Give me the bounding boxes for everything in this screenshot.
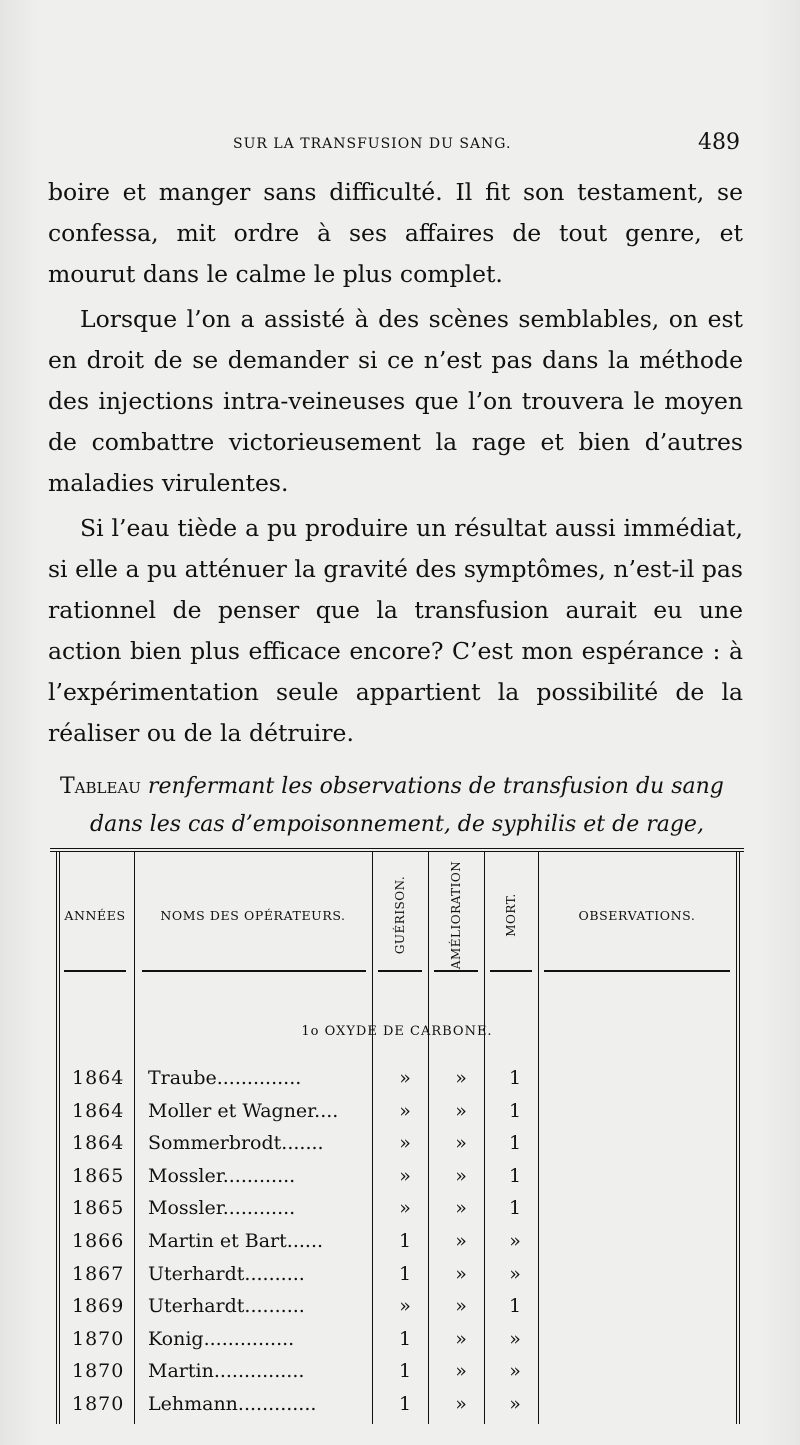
caption-line-2: dans les cas d’empoisonnement, de syphilis et de rage,: [90, 812, 704, 837]
mort-cell: 1: [508, 1164, 522, 1187]
amelioration-cell: »: [455, 1327, 467, 1350]
guerison-cell: 1: [398, 1393, 412, 1415]
table-row: [50, 1192, 744, 1224]
guerison-cell: 1: [398, 1327, 412, 1350]
table-row: [50, 1160, 744, 1192]
operator-name-cell: Moller et Wagner....: [148, 1099, 339, 1122]
table-row: [50, 1290, 744, 1322]
header-observations: OBSERVATIONS.: [578, 907, 696, 923]
mort-cell: »: [509, 1262, 521, 1285]
mort-cell: »: [509, 1230, 521, 1252]
paragraph: Lorsque l’on a assisté à des scènes semblables, on est en droit de se demander si ce n’est pas dans la méthode des injections intra-veineuses que l’on trouvera le moyen de combattre victorieusement la rage et bien d’autres maladies virulentes.: [48, 305, 743, 497]
paragraph: boire et manger sans difficulté. Il fit son testament, se confessa, mit ordre à ses affaires de tout genre, et mourut dans le calme le plus complet.: [48, 178, 743, 288]
table-row: [50, 1095, 744, 1127]
amelioration-cell: »: [455, 1197, 467, 1220]
amelioration-cell: »: [455, 1393, 467, 1415]
amelioration-cell: »: [455, 1164, 467, 1187]
caption-line-1: renfermant les observations de transfusion du sang: [147, 774, 724, 799]
amelioration-cell: »: [455, 1262, 467, 1285]
guerison-cell: 1: [398, 1360, 412, 1383]
header-annees: ANNÉES: [64, 907, 126, 923]
year-cell: 1864: [72, 1099, 125, 1122]
operator-name-cell: Mossler............: [148, 1164, 296, 1187]
table-row: [50, 1323, 744, 1355]
operator-name-cell: Uterhardt..........: [148, 1295, 305, 1318]
table-row: [50, 1388, 744, 1420]
table-row: [50, 1355, 744, 1387]
header-guerison: GUÉRISON.: [393, 875, 407, 955]
header-amelioration: AMÉLIORATION: [449, 860, 464, 970]
table-row: [50, 1258, 744, 1290]
amelioration-cell: »: [455, 1099, 467, 1122]
table-row: [50, 1127, 744, 1159]
year-cell: 1864: [72, 1067, 125, 1089]
year-cell: 1865: [72, 1164, 125, 1187]
header-mort: MORT.: [503, 893, 518, 937]
year-cell: 1867: [72, 1262, 125, 1285]
year-cell: 1870: [72, 1393, 125, 1415]
guerison-cell: 1: [398, 1230, 412, 1252]
year-cell: 1870: [72, 1327, 125, 1350]
year-cell: 1864: [72, 1132, 125, 1155]
guerison-cell: »: [399, 1295, 411, 1318]
year-cell: 1870: [72, 1360, 125, 1383]
operator-name-cell: Mossler............: [148, 1197, 296, 1220]
amelioration-cell: »: [455, 1230, 467, 1252]
header-rule: [490, 970, 532, 972]
operator-name-cell: Martin...............: [148, 1360, 305, 1383]
table-caption: [60, 768, 750, 844]
table-row: [50, 1062, 744, 1094]
mort-cell: 1: [508, 1099, 522, 1122]
guerison-cell: »: [399, 1197, 411, 1220]
running-title: SUR LA TRANSFUSION DU SANG.: [233, 136, 512, 152]
mort-cell: 1: [508, 1132, 522, 1155]
header-rule: [378, 970, 422, 972]
caption-lead: Tableau: [60, 774, 141, 799]
observations-table: [50, 848, 744, 1424]
mort-cell: 1: [508, 1295, 522, 1318]
header-rule: [544, 970, 730, 972]
header-rule: [434, 970, 478, 972]
mort-cell: »: [509, 1327, 521, 1350]
guerison-cell: »: [399, 1132, 411, 1155]
operator-name-cell: Lehmann.............: [148, 1393, 317, 1415]
amelioration-cell: »: [455, 1360, 467, 1383]
section-title: 1o OXYDE DE CARBONE.: [301, 1024, 493, 1039]
operator-name-cell: Traube..............: [148, 1067, 302, 1089]
running-head: [48, 130, 748, 164]
guerison-cell: »: [399, 1067, 411, 1089]
header-noms: NOMS DES OPÉRATEURS.: [160, 907, 346, 923]
header-rule: [64, 970, 126, 972]
amelioration-cell: »: [455, 1067, 467, 1089]
table-row: [50, 1225, 744, 1257]
operator-name-cell: Konig...............: [148, 1327, 295, 1350]
guerison-cell: »: [399, 1099, 411, 1122]
guerison-cell: 1: [398, 1262, 412, 1285]
body-text: [48, 172, 743, 758]
mort-cell: »: [509, 1360, 521, 1383]
year-cell: 1866: [72, 1230, 125, 1252]
guerison-cell: »: [399, 1164, 411, 1187]
amelioration-cell: »: [455, 1295, 467, 1318]
year-cell: 1869: [72, 1295, 125, 1318]
amelioration-cell: »: [455, 1132, 467, 1155]
year-cell: 1865: [72, 1197, 125, 1220]
mort-cell: 1: [508, 1067, 522, 1089]
operator-name-cell: Uterhardt..........: [148, 1262, 305, 1285]
operator-name-cell: Martin et Bart......: [148, 1230, 324, 1252]
paragraph: Si l’eau tiède a pu produire un résultat aussi immédiat, si elle a pu atténuer la gravité des symptômes, n’est-il pas rationnel de penser que la transfusion aurait eu une action bien plus efficace encore? C’est mon espérance : à l’expérimentation seule appartient la possibilité de la réaliser ou de la détruire.: [48, 514, 743, 747]
header-rule: [142, 970, 366, 972]
page-number: 489: [698, 130, 740, 155]
mort-cell: »: [509, 1393, 521, 1415]
operator-name-cell: Sommerbrodt.......: [148, 1132, 324, 1155]
mort-cell: 1: [508, 1197, 522, 1220]
